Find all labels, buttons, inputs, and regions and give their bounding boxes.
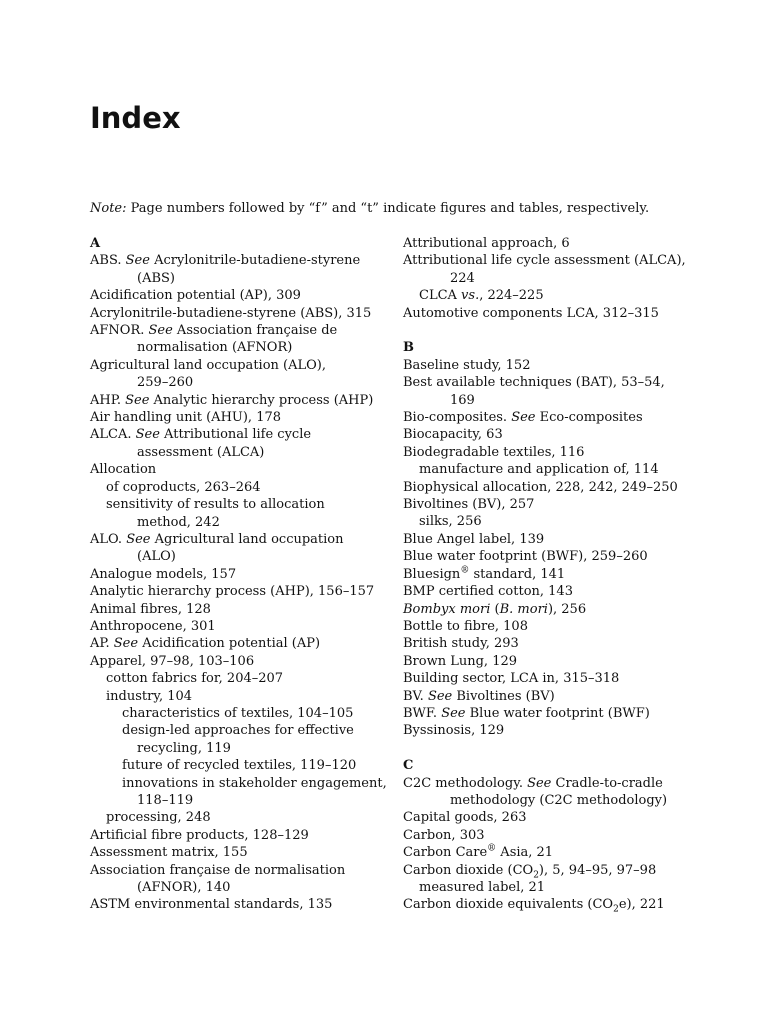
entry-text-segment: See — [427, 688, 453, 704]
index-entry-continuation — [90, 374, 390, 391]
index-entry — [403, 479, 693, 496]
entry-text-segment: measured label, 21 — [419, 880, 546, 895]
entry-text-segment: Apparel, 97–98, 103–106 — [90, 653, 255, 669]
entry-text-segment: AHP. — [90, 392, 126, 408]
index-entry — [90, 618, 390, 635]
entry-text-segment: Attributional life cycle — [159, 427, 312, 443]
index-entry — [90, 357, 390, 374]
page-title: Index — [90, 101, 181, 135]
entry-text-segment: Bivoltines (BV) — [452, 688, 555, 704]
index-entry — [403, 357, 693, 374]
index-entry — [90, 322, 390, 339]
entry-text-segment: C2C methodology. — [403, 775, 528, 791]
entry-text-segment: See — [148, 323, 173, 339]
index-entry — [90, 583, 390, 600]
entry-text-segment: method, 242 — [137, 514, 220, 530]
entry-text-segment: Biophysical allocation, 228, 242, 249–250 — [403, 479, 678, 495]
entry-text-segment: CLCA — [419, 288, 462, 304]
index-entry — [403, 862, 693, 879]
entry-text-segment: e), 221 — [618, 897, 665, 913]
index-subentry — [90, 809, 390, 826]
section-gap — [403, 740, 693, 757]
section-letter-heading: A — [90, 236, 101, 251]
entry-text-segment: Carbon dioxide (CO — [403, 862, 534, 878]
entry-text-segment: ALO. — [90, 531, 127, 547]
entry-text-segment: See — [125, 253, 150, 269]
entry-text-segment: normalisation (AFNOR) — [137, 340, 293, 356]
entry-text-segment: See — [511, 410, 536, 426]
index-subentry — [403, 513, 693, 530]
entry-text-segment: Biocapacity, 63 — [403, 427, 503, 443]
index-entry — [403, 444, 693, 461]
entry-text-segment: silks, 256 — [419, 514, 482, 530]
entry-text-segment: AP. — [90, 636, 114, 652]
index-entry — [90, 426, 390, 443]
entry-text-segment: 2 — [533, 870, 539, 881]
entry-text-segment: See — [135, 427, 160, 443]
index-entry — [90, 862, 390, 879]
entry-text-segment: Biodegradable textiles, 116 — [403, 444, 585, 460]
index-entry-continuation — [90, 792, 390, 809]
entry-text-segment: Byssinosis, 129 — [403, 723, 505, 739]
index-entry — [403, 618, 693, 635]
index-entry — [403, 635, 693, 652]
index-subentry — [90, 705, 390, 722]
entry-text-segment: (ABS) — [137, 270, 175, 286]
index-entry — [90, 601, 390, 618]
entry-text-segment: Artificial fibre products, 128–129 — [90, 827, 309, 843]
entry-text-segment: Building sector, LCA in, 315–318 — [403, 671, 620, 687]
entry-text-segment: design-led approaches for effective — [122, 723, 354, 739]
index-note — [90, 199, 690, 219]
entry-text-segment: Attributional life cycle assessment (ALCA), — [403, 253, 686, 269]
entry-text-segment: assessment (ALCA) — [137, 444, 265, 460]
index-entry-continuation — [90, 339, 390, 356]
index-entry — [403, 235, 693, 252]
entry-text-segment: Allocation — [90, 462, 157, 478]
index-subentry — [403, 879, 693, 896]
index-column-left — [90, 235, 390, 914]
entry-text-segment: Acrylonitrile-butadiene-styrene — [149, 253, 361, 269]
index-entry — [403, 305, 693, 322]
index-entry — [90, 409, 390, 426]
index-entry — [90, 653, 390, 670]
entry-text-segment: Best available techniques (BAT), 53–54, — [403, 375, 665, 391]
entry-text-segment: Eco-composites — [535, 410, 643, 426]
entry-text-segment: See — [113, 636, 139, 652]
index-entry-continuation — [90, 270, 390, 287]
entry-text-segment: ® — [460, 565, 470, 576]
entry-text-segment: (AFNOR), 140 — [137, 880, 231, 896]
index-entry-continuation — [403, 270, 693, 287]
index-entry — [403, 844, 693, 861]
entry-text-segment: standard, 141 — [469, 566, 566, 582]
entry-text-segment: future of recycled textiles, 119–120 — [122, 758, 357, 774]
index-entry — [403, 496, 693, 513]
entry-text-segment: ASTM environmental standards, 135 — [90, 897, 333, 913]
entry-text-segment: BWF. — [403, 705, 442, 721]
entry-text-segment: of coproducts, 263–264 — [106, 479, 261, 495]
entry-text-segment: (ALO) — [137, 549, 176, 565]
entry-text-segment: Bivoltines (BV), 257 — [403, 497, 535, 513]
entry-text-segment: Automotive components LCA, 312–315 — [403, 305, 659, 321]
entry-text-segment: Anthropocene, 301 — [90, 618, 216, 634]
index-subentry — [403, 287, 693, 304]
section-gap — [403, 322, 693, 339]
entry-text-segment: See — [126, 531, 151, 547]
entry-text-segment: Assessment matrix, 155 — [90, 845, 248, 861]
entry-text-segment: Asia, 21 — [496, 845, 554, 861]
note-text: Page numbers followed by “f” and “t” indicate figures and tables, respectively. — [126, 201, 650, 216]
index-entry — [403, 252, 693, 269]
entry-text-segment: Association française de normalisation — [90, 862, 346, 878]
entry-text-segment: Animal fibres, 128 — [90, 601, 211, 617]
entry-text-segment: Carbon, 303 — [403, 827, 485, 843]
entry-text-segment: Analytic hierarchy process (AHP) — [149, 392, 374, 408]
entry-text-segment: processing, 248 — [106, 810, 211, 826]
entry-text-segment: Association française de — [172, 323, 338, 339]
entry-text-segment: Cradle-to-cradle — [551, 775, 663, 791]
entry-text-segment: industry, 104 — [106, 688, 193, 704]
index-entry — [90, 392, 390, 409]
entry-text-segment: Carbon dioxide equivalents (CO — [403, 897, 614, 913]
index-entry — [90, 844, 390, 861]
entry-text-segment: British study, 293 — [403, 636, 519, 652]
entry-text-segment: Analytic hierarchy process (AHP), 156–157 — [90, 584, 375, 600]
index-entry — [90, 461, 390, 478]
entry-text-segment: cotton fabrics for, 204–207 — [106, 671, 284, 687]
index-entry — [403, 775, 693, 792]
section-letter-heading: C — [403, 758, 414, 774]
entry-text-segment: manufacture and application of, 114 — [419, 462, 659, 478]
entry-text-segment: 259–260 — [137, 375, 194, 391]
index-entry — [403, 688, 693, 705]
entry-text-segment: B. mori — [499, 601, 548, 617]
entry-text-segment: Brown Lung, 129 — [403, 653, 518, 669]
entry-text-segment: 224 — [450, 270, 475, 286]
index-entry — [403, 426, 693, 443]
index-entry-continuation — [90, 548, 390, 565]
entry-text-segment: BV. — [403, 688, 428, 704]
index-subentry — [90, 775, 390, 792]
entry-text-segment: Bio-composites. — [403, 410, 512, 426]
entry-text-segment: Bombyx mori — [403, 601, 491, 617]
entry-text-segment: , 224–225 — [479, 288, 544, 304]
entry-text-segment: ALCA. — [90, 427, 136, 443]
entry-text-segment: Blue water footprint (BWF) — [465, 705, 650, 721]
entry-text-segment: Acrylonitrile-butadiene-styrene (ABS), 315 — [90, 305, 372, 321]
entry-text-segment: Baseline study, 152 — [403, 357, 531, 373]
index-entry-continuation — [90, 740, 390, 757]
entry-text-segment: Blue water footprint (BWF), 259–260 — [403, 549, 648, 565]
index-entry — [403, 670, 693, 687]
entry-text-segment: characteristics of textiles, 104–105 — [122, 705, 354, 721]
index-entry — [403, 827, 693, 844]
entry-text-segment: 169 — [450, 392, 475, 408]
index-entry — [403, 409, 693, 426]
entry-text-segment: methodology (C2C methodology) — [450, 792, 668, 808]
index-entry — [90, 531, 390, 548]
index-entry — [90, 566, 390, 583]
index-entry — [403, 583, 693, 600]
entry-text-segment: ( — [490, 601, 500, 617]
entry-text-segment: BMP certified cotton, 143 — [403, 584, 573, 600]
index-entry — [403, 601, 693, 618]
entry-text-segment: ), 5, 94–95, 97–98 — [538, 862, 657, 878]
index-entry — [90, 896, 390, 913]
index-entry — [403, 809, 693, 826]
entry-text-segment: Attributional approach, 6 — [403, 236, 570, 251]
entry-text-segment: vs. — [461, 288, 480, 304]
entry-text-segment: Acidification potential (AP), 309 — [90, 288, 301, 304]
index-subentry — [90, 670, 390, 687]
index-entry — [403, 531, 693, 548]
entry-text-segment: 2 — [613, 905, 619, 915]
index-entry — [403, 566, 693, 583]
entry-text-segment: ), 256 — [547, 601, 587, 617]
index-entry — [90, 305, 390, 322]
entry-text-segment: AFNOR. — [90, 323, 149, 339]
index-subentry — [90, 688, 390, 705]
entry-text-segment: innovations in stakeholder engagement, — [122, 775, 387, 791]
index-entry-continuation — [90, 879, 390, 896]
index-entry-continuation — [90, 514, 390, 531]
index-entry — [403, 705, 693, 722]
entry-text-segment: sensitivity of results to allocation — [106, 497, 325, 513]
entry-text-segment: See — [441, 705, 466, 721]
index-entry-continuation — [403, 392, 693, 409]
entry-text-segment: ® — [487, 843, 497, 854]
index-subentry — [90, 757, 390, 774]
index-entry — [403, 896, 693, 913]
index-entry-continuation — [90, 444, 390, 461]
entry-text-segment: Analogue models, 157 — [90, 566, 237, 582]
entry-text-segment: See — [527, 775, 552, 791]
entry-text-segment: Capital goods, 263 — [403, 810, 527, 826]
entry-text-segment: Bluesign — [403, 566, 461, 582]
entry-text-segment: Agricultural land occupation (ALO), — [90, 357, 326, 373]
entry-text-segment: Air handling unit (AHU), 178 — [90, 410, 282, 426]
index-entry — [90, 635, 390, 652]
index-entry — [90, 827, 390, 844]
index-subentry — [90, 722, 390, 739]
index-entry — [403, 548, 693, 565]
index-subentry — [403, 461, 693, 478]
section-letter-heading: B — [403, 340, 414, 356]
entry-text-segment: Acidification potential (AP) — [138, 636, 321, 652]
index-subentry — [90, 479, 390, 496]
note-label: Note: — [90, 201, 127, 216]
entry-text-segment: 118–119 — [137, 793, 194, 808]
index-entry — [403, 374, 693, 391]
entry-text-segment: ABS. — [90, 253, 126, 269]
index-column-right — [403, 235, 693, 914]
index-subentry — [90, 496, 390, 513]
index-entry — [403, 653, 693, 670]
index-entry — [403, 722, 693, 739]
entry-text-segment: Bottle to fibre, 108 — [403, 618, 528, 634]
entry-text-segment: Agricultural land occupation — [150, 531, 344, 547]
index-entry-continuation — [403, 792, 693, 809]
index-entry — [90, 252, 390, 269]
entry-text-segment: Carbon Care — [403, 845, 488, 861]
entry-text-segment: Blue Angel label, 139 — [403, 531, 545, 547]
index-entry — [90, 287, 390, 304]
entry-text-segment: See — [125, 392, 150, 408]
entry-text-segment: recycling, 119 — [137, 740, 231, 756]
